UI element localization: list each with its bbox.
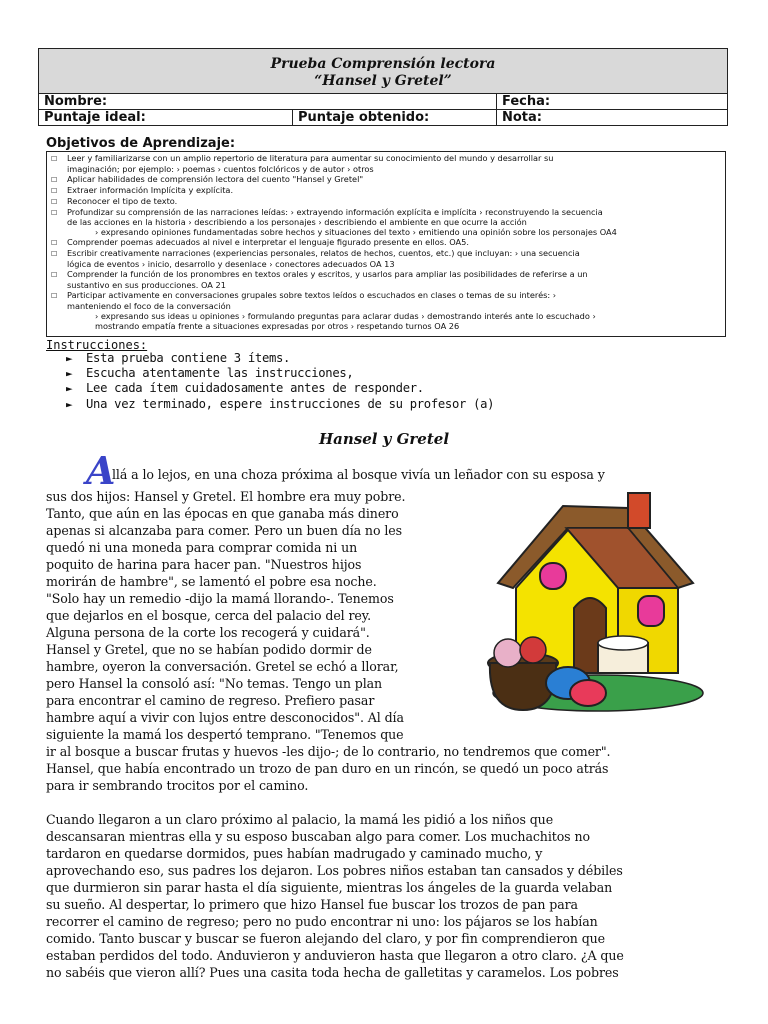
story-line: sus dos hijos: Hansel y Gretel. El hombre era muy pobre.	[46, 489, 406, 504]
story-line: estaban perdidos del todo. Anduvieron y anduvieron hasta que llegaron a otro claro. ¿A que	[46, 948, 624, 963]
gingerbread-house-illustration	[478, 488, 706, 720]
objective-item: ☐ Escribir creativamente narraciones (experiencias personales, relatos de hechos, cuentos, etc.) que incluyan: › una secuencia	[51, 248, 580, 259]
story-line: Tanto, que aún en las épocas en que ganaba más dinero	[46, 506, 399, 521]
arrow-icon: ►	[66, 382, 73, 395]
obtained-score-label: Puntaje obtenido:	[298, 110, 430, 125]
obtained-score-field[interactable]	[293, 110, 497, 126]
drop-cap: A	[86, 448, 116, 493]
story-line: poquito de harina para hacer pan. "Nuestros hijos	[46, 557, 362, 572]
arrow-icon: ►	[66, 367, 73, 380]
story-title: Hansel y Gretel	[318, 430, 450, 448]
story-line: que dejarlos en el bosque, cerca del palacio del rey.	[46, 608, 372, 623]
objective-item-cont: de las acciones en la historia › describiendo a los personajes › describiendo el ambiente en que ocurre la acción	[67, 217, 527, 228]
header-table	[38, 48, 728, 126]
story-line: que durmieron sin parar hasta el día siguiente, mientras los ángeles de la guarda velaban	[46, 880, 613, 895]
story-line: su sueño. Al despertar, lo primero que hizo Hansel fue buscar los trozos de pan para	[46, 897, 578, 912]
ideal-score-field[interactable]	[39, 110, 293, 126]
story-line: quedó ni una moneda para comprar comida ni un	[46, 540, 358, 555]
objective-item: ☐ Reconocer el tipo de texto.	[51, 195, 178, 206]
date-label: Fecha:	[502, 94, 551, 109]
story-line: siguiente la mamá los despertó temprano. "Tenemos que	[46, 727, 404, 742]
title-cell	[39, 49, 728, 94]
story-line: pero Hansel la consoló así: "No temas. Tengo un plan	[46, 676, 383, 691]
date-field[interactable]	[497, 94, 728, 110]
objective-item: ☐ Aplicar habilidades de comprensión lectora del cuento "Hansel y Gretel"	[51, 173, 364, 184]
story-line: Hansel, que había encontrado un trozo de pan duro en un rincón, se quedó un poco atrás	[46, 761, 609, 776]
story-line: aprovechando eso, sus padres los dejaron. Los pobres niños estaban tan cansados y débiles	[46, 863, 623, 878]
instruction-item: ► Esta prueba contiene 3 ítems.	[66, 351, 291, 365]
objective-item-cont: manteniendo el foco de la conversación	[67, 300, 231, 311]
story-line: para encontrar el camino de regreso. Prefiero pasar	[46, 693, 375, 708]
grade-label: Nota:	[502, 110, 542, 125]
name-field[interactable]	[39, 94, 497, 110]
instructions-title: Instrucciones:	[46, 338, 148, 352]
name-label: Nombre:	[44, 94, 108, 109]
objective-item: ☐ Participar activamente en conversaciones grupales sobre textos leídos o escuchados en clases o temas de su interés: ›	[51, 289, 557, 300]
story-line: para ir sembrando trocitos por el camino.	[46, 778, 309, 793]
checkbox-icon: ☐	[51, 291, 58, 300]
checkbox-icon: ☐	[51, 270, 58, 279]
story-line: tardaron en quedarse dormidos, pues habían madrugado y caminado mucho, y	[46, 846, 543, 861]
checkbox-icon: ☐	[51, 208, 58, 217]
story-line: no sabéis que vieron allí? Pues una casita toda hecha de galletitas y caramelos. Los pobres	[46, 965, 619, 980]
checkbox-icon: ☐	[51, 175, 58, 184]
checkbox-icon: ☐	[51, 197, 58, 206]
objective-item: ☐ Extraer información Implícita y explícita.	[51, 184, 234, 195]
story-line: "Solo hay un remedio -dijo la mamá llorando-. Tenemos	[46, 591, 394, 606]
story-line: recorrer el camino de regreso; pero no pudo encontrar ni uno: los pájaros se los habían	[46, 914, 598, 929]
objective-item: ☐ Profundizar su comprensión de las narraciones leídas: › extrayendo información explícita e implícita › reconstruyendo la secuencia	[51, 206, 603, 217]
objective-subitem: › expresando sus ideas u opiniones › formulando preguntas para aclarar dudas › demostrando interés ante lo escuchado ›	[95, 310, 596, 321]
checkbox-icon: ☐	[51, 155, 58, 163]
objectives-title: Objetivos de Aprendizaje:	[46, 136, 236, 151]
arrow-icon: ►	[66, 398, 73, 411]
checkbox-icon: ☐	[51, 239, 58, 248]
instruction-item: ► Escucha atentamente las instrucciones,	[66, 366, 354, 380]
objective-item-cont: imaginación; por ejemplo: › poemas › cuentos folclóricos y de autor › otros	[67, 163, 374, 174]
objective-item: ☐ Comprender la función de los pronombres en textos orales y escritos, y usarlos para ampliar las posibilidades de referirse a un	[51, 268, 588, 279]
objective-subitem: mostrando empatía frente a situaciones expresadas por otros › respetando turnos OA 26	[95, 320, 460, 331]
objective-item-cont: sustantivo en sus producciones. OA 21	[67, 279, 226, 290]
story-line: comido. Tanto buscar y buscar se fueron alejando del claro, y por fin comprendieron que	[46, 931, 606, 946]
story-line: hambre, oyeron la conversación. Gretel se echó a llorar,	[46, 659, 399, 674]
story-line: llá a lo lejos, en una choza próxima al bosque vivía un leñador con su esposa y	[112, 467, 605, 482]
story-line: descansaran mientras ella y su esposo buscaban algo para comer. Los muchachitos no	[46, 829, 590, 844]
arrow-icon: ►	[66, 352, 73, 365]
instruction-item: ► Una vez terminado, espere instrucciones de su profesor (a)	[66, 397, 495, 411]
objective-item: ☐ Leer y familiarizarse con un amplio repertorio de literatura para aumentar su conocimiento del mundo y desarrollar su	[51, 153, 554, 163]
objectives-box	[46, 151, 726, 337]
checkbox-icon: ☐	[51, 250, 58, 259]
story-line: ir al bosque a buscar frutas y huevos -les dijo-; de lo contrario, no tendremos que comer".	[46, 744, 611, 759]
objective-item-cont: lógica de eventos › inicio, desarrollo y desenlace › conectores adecuados OA 13	[67, 259, 395, 270]
story-line: hambre aquí a vivir con lujos entre desconocidos". Al día	[46, 710, 404, 725]
story-line: Alguna persona de la corte los recogerá y cuidará".	[46, 625, 370, 640]
story-line: Cuando llegaron a un claro próximo al palacio, la mamá les pidió a los niños que	[46, 812, 554, 827]
grade-field[interactable]	[497, 110, 728, 126]
story-line: morirán de hambre", se lamentó el pobre esa noche.	[46, 574, 377, 589]
instruction-item: ► Lee cada ítem cuidadosamente antes de responder.	[66, 381, 424, 395]
story-line: apenas si alcanzaba para comer. Pero un buen día no les	[46, 523, 402, 538]
story-line: Hansel y Gretel, que no se habían podido dormir de	[46, 642, 372, 657]
ideal-score-label: Puntaje ideal:	[44, 110, 146, 125]
page-title: Prueba Comprensión lectora	[270, 56, 496, 72]
objective-item: ☐ Comprender poemas adecuados al nivel e interpretar el lenguaje figurado presente en ellos. OA5.	[51, 237, 469, 248]
objective-subitem: › expresando opiniones fundamentadas sobre hechos y situaciones del texto › emitiendo una opinión sobre los personajes OA4	[95, 227, 617, 238]
page-subtitle: “Hansel y Gretel”	[314, 73, 452, 89]
checkbox-icon: ☐	[51, 186, 58, 195]
